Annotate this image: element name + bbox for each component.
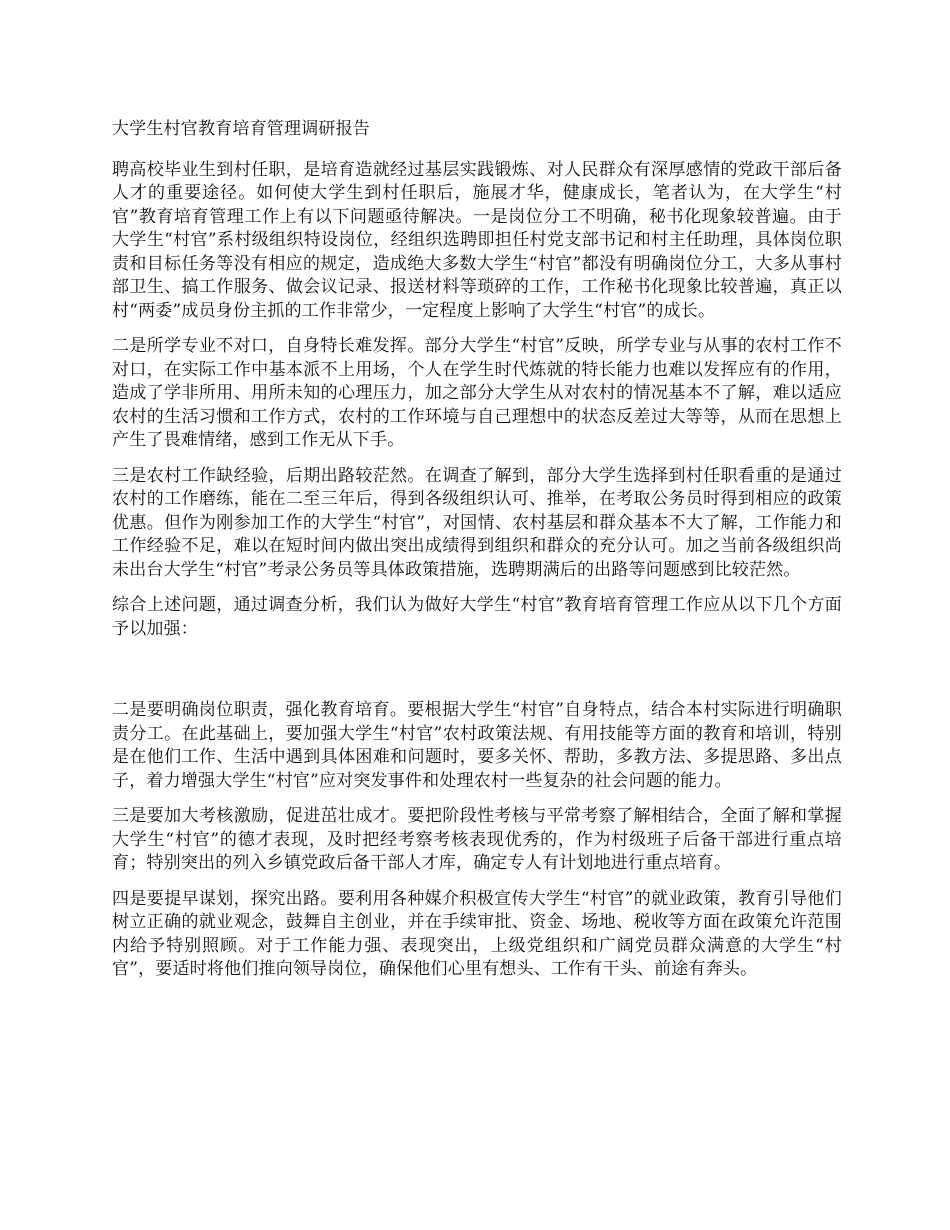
paragraph-problem-3: 三是农村工作缺经验，后期出路较茫然。在调查了解到，部分大学生选择到村任职看重的是通过农村的工作磨练，能在二至三年后，得到各级组织认可、推举，在考取公务员时得到相应的政策优惠。但作为刚参加工作的大学生“村官”，对国情、农村基层和群众基本不大了解，工作能力和工作经验不足，难以在短时间内做出突出成绩得到组织和群众的充分认可。加之当前各级组织尚未出台大学生“村官”考录公务员等具体政策措施，选聘期满后的出路等问题感到比较茫然。 [112,465,842,580]
paragraph-measure-3: 三是要加大考核激励，促进茁壮成才。要把阶段性考核与平常考察了解相结合，全面了解和掌握大学生“村官”的德才表现，及时把经考察考核表现优秀的，作为村级班子后备干部进行重点培育；特别突出的列入乡镇党政后备干部人才库，确定专人有计划地进行重点培育。 [112,806,842,873]
paragraph-problem-2: 二是所学专业不对口，自身特长难发挥。部分大学生“村官”反映，所学专业与从事的农村工作不对口，在实际工作中基本派不上用场，个人在学生时代炼就的特长能力也难以发挥应有的作用，造成了学非所用、用所未知的心理压力，加之部分大学生从对农村的情况基本不了解，难以适应农村的生活习惯和工作方式，农村的工作环境与自己理想中的状态反差过大等等，从而在思想上产生了畏难情绪，感到工作无从下手。 [112,336,842,450]
paragraph-intro: 聘高校毕业生到村任职，是培育造就经过基层实践锻炼、对人民群众有深厚感情的党政干部后备人才的重要途径。如何使大学生到村任职后，施展才华，健康成长，笔者认为，在大学生“村官”教育培育管理工作上有以下问题亟待解决。一是岗位分工不明确，秘书化现象较普遍。由于大学生“村官”系村级组织特设岗位，经组织选聘即担任村党支部书记和村主任助理，具体岗位职责和目标任务等没有相应的规定，造成绝大多数大学生“村官”都没有明确岗位分工，大多从事村部卫生、搞工作服务、做会议记录、报送材料等琐碎的工作，工作秘书化现象比较普遍，真正以村“两委”成员身份主抓的工作非常少，一定程度上影响了大学生“村官”的成长。 [112,159,842,321]
blank-gap [112,653,842,699]
document-page [112,118,842,994]
document-title: 大学生村官教育培育管理调研报告 [112,119,370,139]
paragraph-measure-2: 二是要明确岗位职责，强化教育培育。要根据大学生“村官”自身特点，结合本村实际进行明确职责分工。在此基础上，要加强大学生“村官”农村政策法规、有用技能等方面的教育和培训，特别是在他们工作、生活中遇到具体困难和问题时，要多关怀、帮助，多教方法、多提思路、多出点子，着力增强大学生“村官”应对突发事件和处理农村一些复杂的社会问题的能力。 [112,700,842,791]
paragraph-summary: 综合上述问题，通过调查分析，我们认为做好大学生“村官”教育培育管理工作应从以下几个方面予以加强： [112,595,842,639]
paragraph-measure-4: 四是要提早谋划，探究出路。要利用各种媒介积极宣传大学生“村官”的就业政策，教育引导他们树立正确的就业观念，鼓舞自主创业，并在手续审批、资金、场地、税收等方面在政策允许范围内给予特别照顾。对于工作能力强、表现突出，上级党组织和广阔党员群众满意的大学生“村官”，要适时将他们推向领导岗位，确保他们心里有想头、工作有干头、前途有奔头。 [112,888,842,979]
